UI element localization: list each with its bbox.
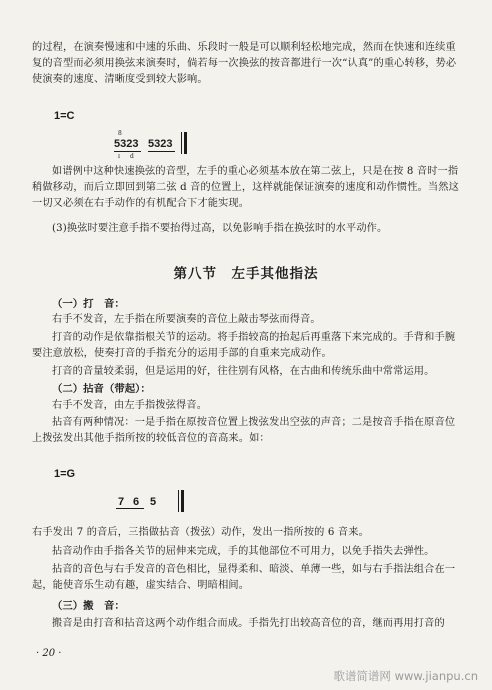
subsection-2-paragraph-3: 右手发出 7 的音后，三指做拈音（拨弦）动作，发出一指所按的 6 音来。 bbox=[32, 527, 369, 538]
example-1-underline-b bbox=[148, 151, 175, 152]
example-1-top-mark: 8 bbox=[118, 130, 122, 137]
subsection-2-paragraph-1: 右手不发音，由左手指拨弦得音。 bbox=[52, 400, 208, 411]
example-1-key: 1=C bbox=[54, 110, 75, 122]
subsection-1-paragraph-2: 打音的动作是依靠指根关节的运动。将手指较高的抬起后再重落下来完成的。手背和手腕要注意放松，使奏打音的手指充分的运用手部的自重来完成动作。 bbox=[32, 332, 456, 359]
example-2-underline bbox=[116, 508, 144, 509]
paragraph-1: 的过程，在演奏慢速和中速的乐曲、乐段时一般是可以顺利轻松地完成，然而在快速和连续重复的音型而必须用换弦来演奏时，倘若每一次换弦的按音都进行一次“认真”的重心转移，势必使演奏的速度、清晰度受到较大影响。 bbox=[32, 42, 457, 85]
example-1-barline-thin bbox=[181, 132, 182, 154]
subsection-3-paragraph-1: 搬音是由打音和拈音这两个动作组合而成。手指先打出较高音位的音，继而再用打音的 bbox=[52, 618, 445, 629]
subsection-1-paragraph-3: 打音的音量较柔弱，但是运用的好，往往别有风格，在古曲和传统乐曲中常常运用。 bbox=[52, 366, 435, 377]
subsection-2-paragraph-5: 拈音的音色与右手发音的音色相比，显得柔和、暗淡、单薄一些，如与右手指法组合在一起，能使音乐生动有趣，虚实结合、明暗相间。 bbox=[32, 564, 456, 591]
watermark: 歌谱简谱网 www.jianpu.cn bbox=[333, 669, 478, 683]
page-number: · 20 · bbox=[36, 648, 62, 659]
example-2-key: 1=G bbox=[54, 468, 76, 480]
example-1-notes-b: 5323 bbox=[148, 138, 173, 150]
example-1-under-mark-b: d bbox=[130, 153, 134, 160]
section-title: 第八节 左手其他指法 bbox=[173, 266, 319, 282]
example-2-note-1: 7 bbox=[118, 496, 125, 508]
subsection-2-paragraph-4: 拈音动作由手指各关节的屈伸来完成，手的其他部位不可用力，以免手指失去弹性。 bbox=[52, 546, 435, 557]
example-2-barline-thin bbox=[178, 490, 179, 512]
paragraph-2: 如谱例中这种快速换弦的音型，左手的重心必须基本放在第二弦上，只是在按 8 音时一指稍做移动，而后立即回到第二弦 d 音的位置上，这样就能保证演奏的速度和动作惯性。当然这一切又必须在右手动作的有机配合下才能实现。 bbox=[32, 166, 459, 209]
subsection-2-paragraph-2: 拈音有两种情况：一是手指在原按音位置上拨弦发出空弦的声音；二是按音手指在原音位上拨弦发出其他手指所按的较低音位的音高来。如： bbox=[32, 417, 456, 444]
example-2-note-3: 5 bbox=[150, 496, 157, 508]
example-2-barline-thick bbox=[181, 490, 184, 512]
subsection-1-paragraph-1: 右手不发音，左手指在所要演奏的音位上敲击琴弦而得音。 bbox=[52, 314, 321, 325]
paragraph-3: (3)换弦时要注意手指不要抬得过高，以免影响手指在换弦时的水平动作。 bbox=[52, 223, 388, 234]
example-1-barline-thick bbox=[184, 132, 187, 154]
subsection-1-title: （一）打 音： bbox=[52, 298, 125, 310]
example-1-notes-a: 5323 bbox=[114, 138, 139, 150]
example-1-underline-a bbox=[114, 151, 141, 152]
subsection-2-title: （二）拈音（带起）： bbox=[52, 383, 151, 395]
subsection-3-title: （三）搬 音： bbox=[52, 600, 125, 612]
example-1-under-mark-a: ɪ bbox=[118, 153, 120, 160]
example-2-note-2: 6 bbox=[133, 496, 140, 508]
